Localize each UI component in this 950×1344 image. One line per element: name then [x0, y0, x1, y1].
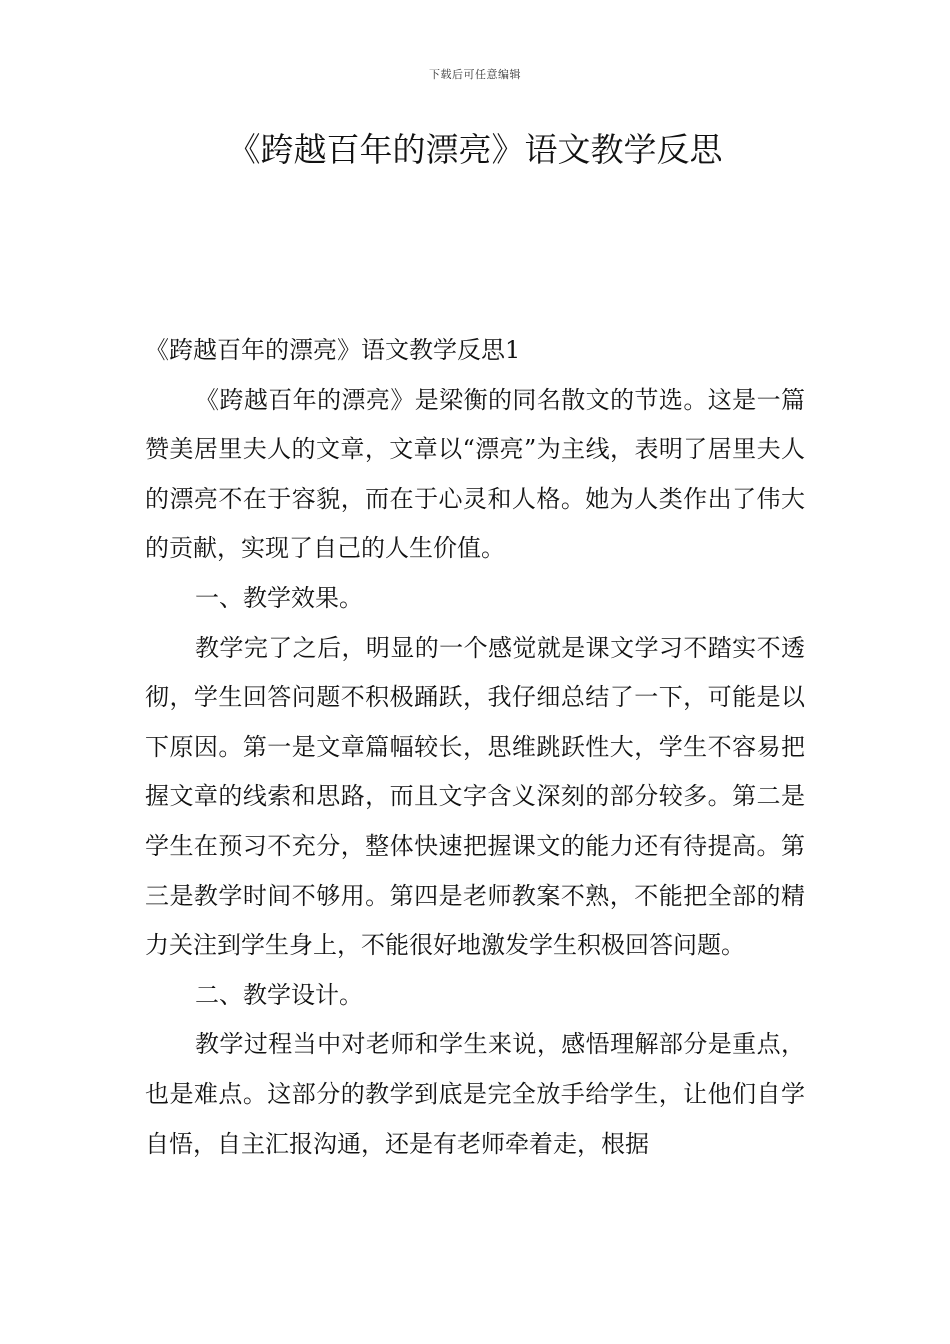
- heading-teaching-design: 二、教学设计。: [195, 980, 363, 1009]
- section-title: 《跨越百年的漂亮》语文教学反思1: [145, 336, 521, 364]
- heading-teaching-effect: 一、教学效果。: [195, 583, 363, 612]
- document-body: [145, 326, 805, 1169]
- header-note: 下载后可任意编辑: [429, 68, 521, 81]
- document-title: 《跨越百年的漂亮》语文教学反思: [227, 130, 723, 169]
- paragraph-teaching-effect: 教学完了之后，明显的一个感觉就是课文学习不踏实不透彻，学生回答问题不积极踊跃，我仔细总结了一下，可能是以下原因。第一是文章篇幅较长，思维跳跃性大，学生不容易把握文章的线索和思路，而且文字含义深刻的部分较多。第二是学生在预习不充分，整体快速把握课文的能力还有待提高。第三是教学时间不够用。第四是老师教案不熟，不能把全部的精力关注到学生身上，不能很好地激发学生积极回答问题。: [145, 633, 805, 960]
- paragraph-teaching-design: 教学过程当中对老师和学生来说，感悟理解部分是重点，也是难点。这部分的教学到底是完全放手给学生，让他们自学自悟，自主汇报沟通，还是有老师牵着走，根据: [145, 1030, 805, 1158]
- paragraph-intro: 《跨越百年的漂亮》是梁衡的同名散文的节选。这是一篇赞美居里夫人的文章，文章以“漂亮”为主线，表明了居里夫人的漂亮不在于容貌，而在于心灵和人格。她为人类作出了伟大的贡献，实现了自己的人生价值。: [145, 385, 805, 563]
